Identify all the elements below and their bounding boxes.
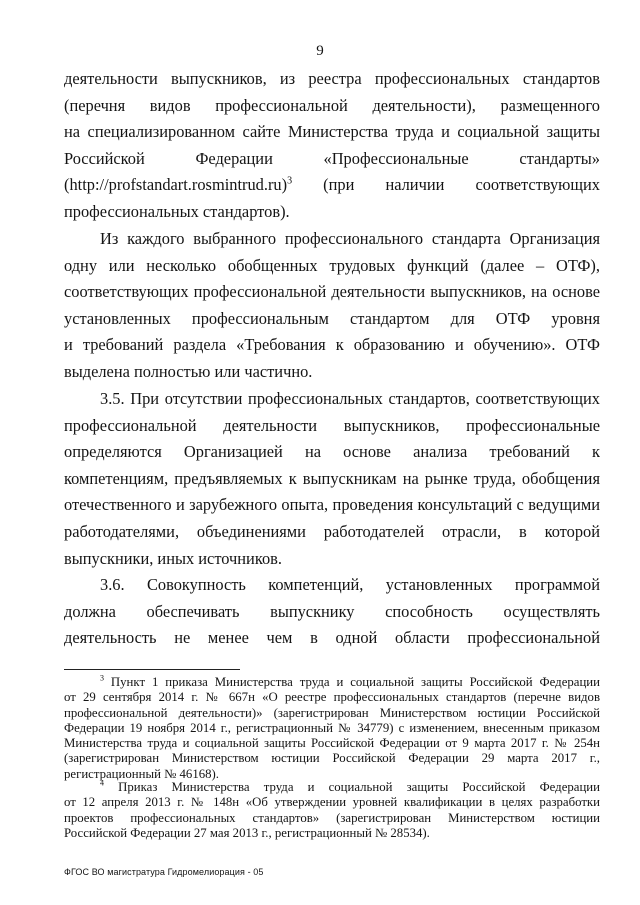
paragraph-3-5 (64, 386, 600, 572)
text-fragment: (при наличии соответствующих (323, 175, 600, 195)
footnote-ref-3[interactable]: 3 (287, 175, 293, 187)
text-line (64, 306, 600, 333)
text-fragment: установленных профессиональным стандартом для ОТФ уровня (64, 308, 600, 328)
footnote-line: Министерства труда и социальной защиты Российской Федерации от 9 марта 2017 г. № 254н (64, 736, 600, 751)
footnote-line: Федерации 19 ноября 2014 г., регистрационный № 34779) с изменением, внесенным приказом (64, 720, 600, 735)
footnote-line: регистрационный № 46168). (64, 766, 219, 781)
text-line: выделена полностью или частично. (64, 361, 313, 381)
document-footer: ФГОС ВО магистратура Гидромелиорация - 05 (64, 867, 264, 877)
footnote-line: Российской Федерации 27 мая 2013 г., регистрационный № 28534). (64, 825, 430, 840)
footnote-line: от 12 апреля 2013 г. № 148н «Об утверждении уровней квалификации в целях разработки (64, 795, 600, 810)
paragraph-3-6 (64, 572, 600, 652)
footnote-4 (64, 780, 600, 841)
text-line: (перечня видов профессиональной деятельности), размещенного (64, 95, 600, 115)
page-number: 9 (316, 43, 324, 59)
footnote-marker-4: 4 (100, 780, 104, 788)
text-line: выпускники, иных источников. (64, 548, 282, 568)
text-line: на специализированном сайте Министерства труда и социальной защиты (64, 122, 600, 142)
paragraph-otf-source (64, 66, 600, 226)
footnote-marker-3: 3 (100, 675, 104, 683)
text-line: профессиональных стандартов). (64, 201, 290, 221)
text-line: Российской Федерации «Профессиональные стандарты» (64, 148, 600, 168)
text-line: и требований раздела «Требования к образованию и обучению». ОТФ (64, 335, 600, 355)
footnote-line (64, 675, 600, 690)
text-line: определяются Организацией на основе анализа требований к (64, 442, 600, 462)
footnote-line (64, 780, 600, 795)
text-fragment: Приказ Министерства труда и социальной защиты Российской Федерации (118, 780, 600, 794)
text-line (64, 172, 600, 199)
text-line: одну или несколько обобщенных трудовых функций (далее – ОТФ), (64, 255, 600, 275)
footnote-line: профессиональной деятельности)» (зарегистрирован Министерством юстиции Российской (64, 705, 600, 720)
profstandart-url[interactable]: (http://profstandart.rosmintrud.ru) (64, 175, 288, 195)
text-line: деятельность не менее чем в одной области профессиональной (64, 628, 600, 648)
text-fragment: Пункт 1 приказа Министерства труда и социальной защиты Российской Федерации (110, 675, 600, 689)
footnote-separator (64, 669, 240, 670)
text-line: соответствующих профессиональной деятельности выпускников, на основе (64, 282, 600, 302)
text-line: компетенциям, предъявляемых к выпускникам на рынке труда, обобщения (64, 468, 600, 488)
text-line: деятельности выпускников, из реестра профессиональных стандартов (64, 69, 600, 88)
text-line: Из каждого выбранного профессионального стандарта Организация (100, 229, 600, 248)
text-line: должна обеспечивать выпускнику способность осуществлять (64, 601, 600, 621)
text-line: отечественного и зарубежного опыта, проведения консультаций с ведущими (64, 495, 600, 515)
text-line: 3.5. При отсутствии профессиональных стандартов, соответствующих (100, 389, 600, 408)
footnote-3 (64, 675, 600, 782)
paragraph-otf-selection (64, 226, 600, 386)
text-line: 3.6. Совокупность компетенций, установленных программой (100, 575, 600, 594)
footnote-line: (зарегистрирован Министерством юстиции Российской Федерации 29 марта 2017 г., (64, 751, 600, 766)
footnote-line: проектов профессиональных стандартов» (зарегистрирован Министерством юстиции (64, 810, 600, 825)
text-line: работодателями, объединениями работодателей отрасли, в которой (64, 521, 600, 541)
text-line: профессиональной деятельности выпускников, профессиональные (64, 415, 600, 435)
footnote-line: от 29 сентября 2014 г. № 667н «О реестре профессиональных стандартов (перечне видов (64, 690, 600, 705)
